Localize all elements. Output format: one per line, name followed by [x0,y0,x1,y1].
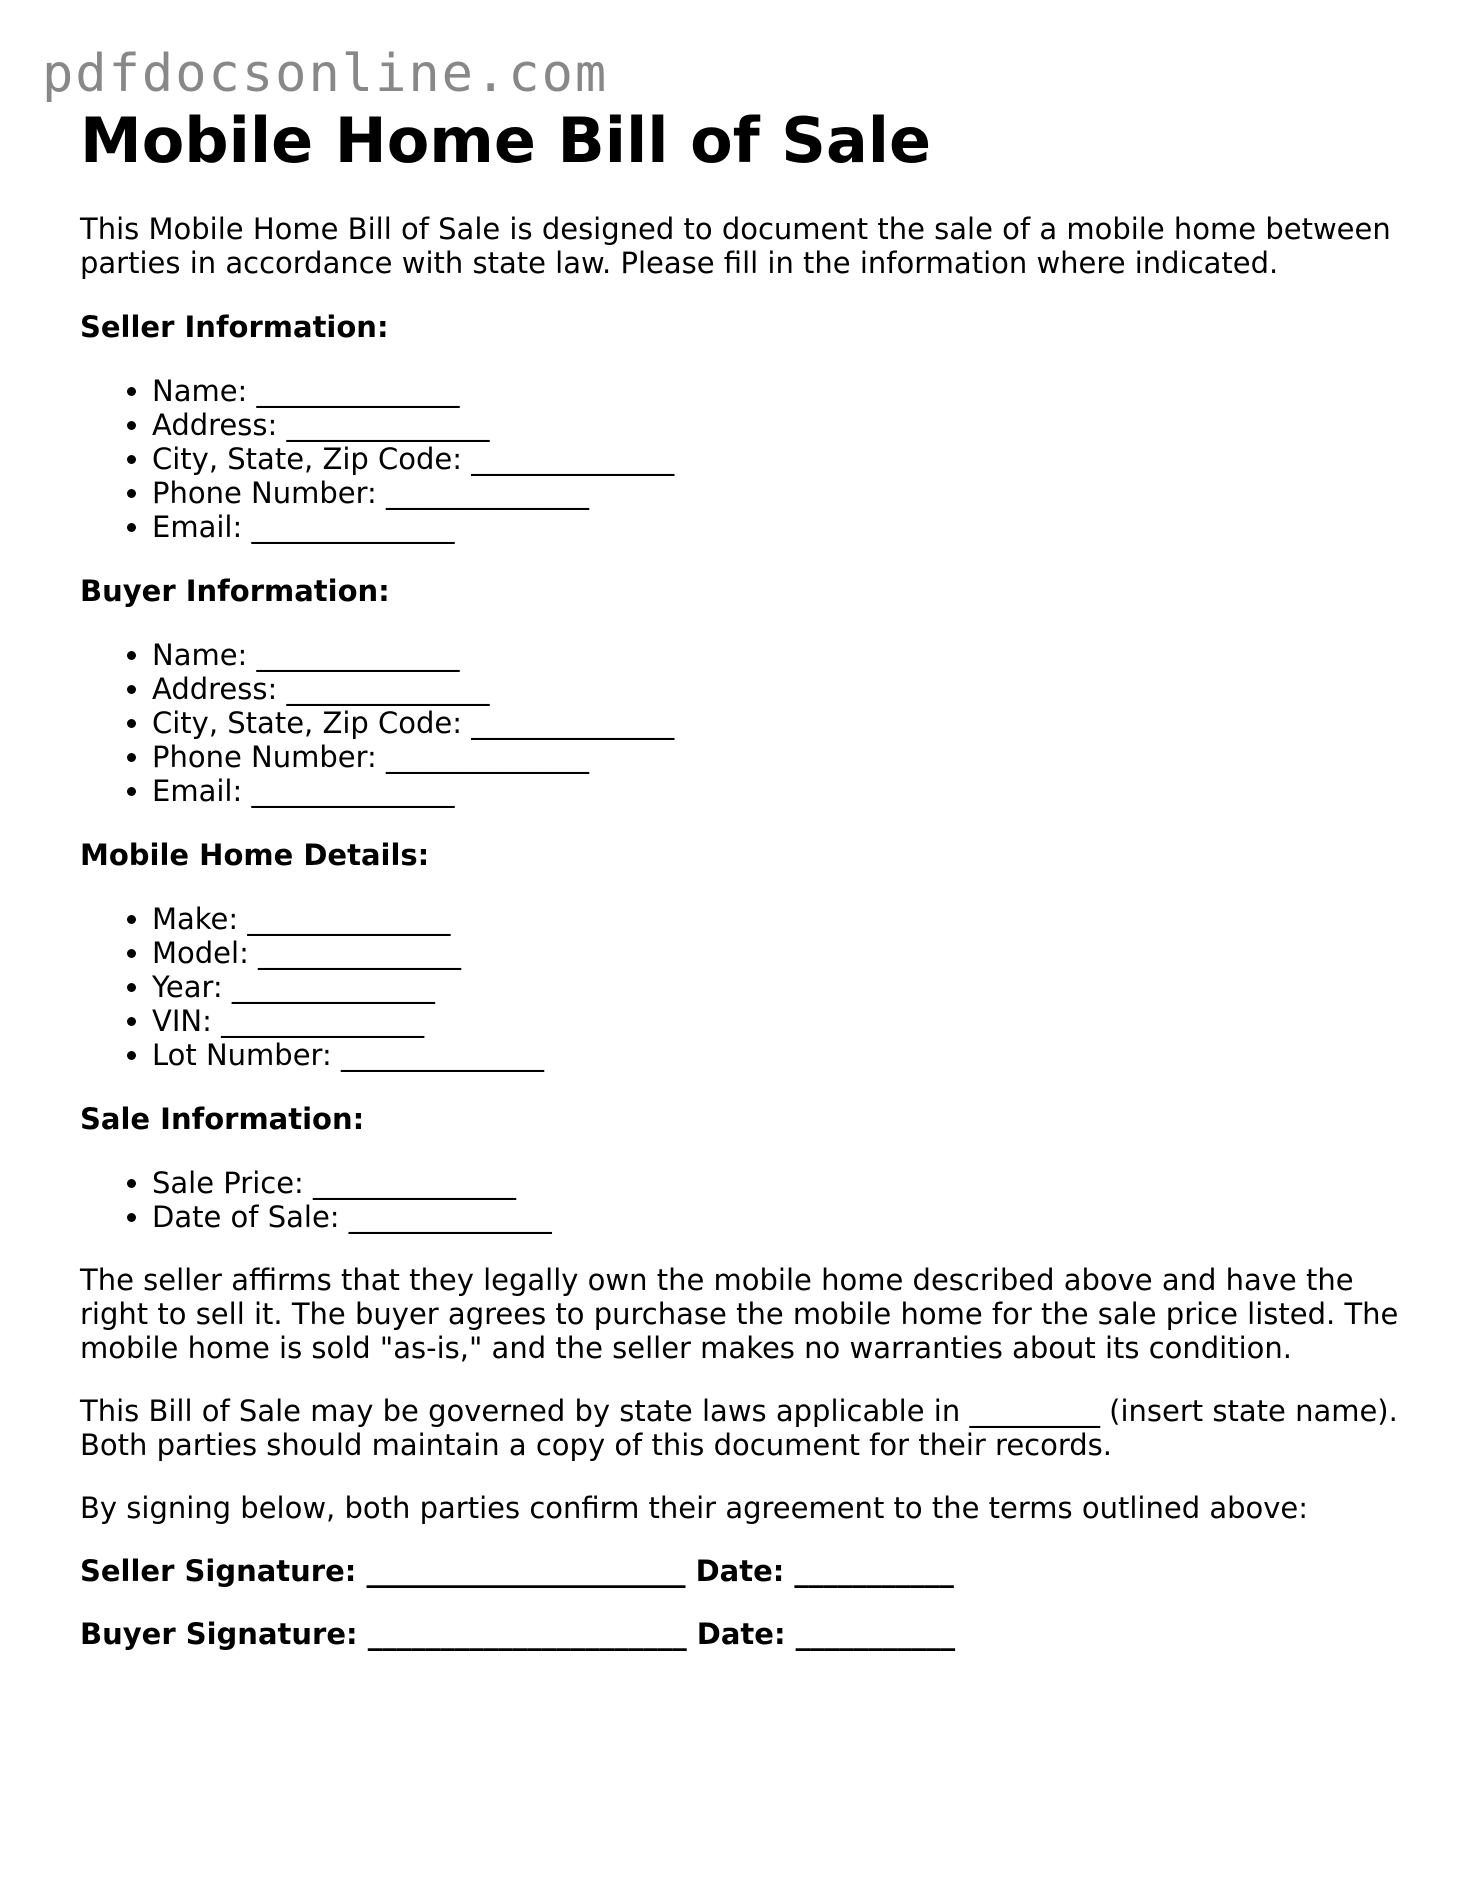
seller-city-state-zip-field: • City, State, Zip Code: ______________ [152,442,1400,476]
document-page [80,104,1400,1651]
home-make-field: • Make: ______________ [152,902,1400,936]
home-vin-field: • VIN: ______________ [152,1004,1400,1038]
buyer-email-field: • Email: ______________ [152,774,1400,808]
sale-info-heading: Sale Information: [80,1102,365,1137]
seller-info-list [80,374,1400,544]
intro-paragraph: This Mobile Home Bill of Sale is designed to document the sale of a mobile home between parties in accordance with state law. Please fill in the information where indicated. [80,212,1391,281]
home-year-field: • Year: ______________ [152,970,1400,1004]
seller-phone-field: • Phone Number: ______________ [152,476,1400,510]
page-title: Mobile Home Bill of Sale [80,104,932,177]
home-details-list [80,902,1400,1072]
buyer-name-field: • Name: ______________ [152,638,1400,672]
governing-law-paragraph: This Bill of Sale may be governed by state laws applicable in _________ (insert state name). Both parties should maintain a copy of this document for their records. [80,1394,1398,1463]
seller-section-heading: Seller Information: [80,310,389,345]
home-model-field: • Model: ______________ [152,936,1400,970]
sale-info-list [80,1166,1400,1234]
home-details-heading: Mobile Home Details: [80,838,430,873]
buyer-phone-field: • Phone Number: ______________ [152,740,1400,774]
affirmation-paragraph: The seller affirms that they legally own the mobile home described above and have the right to sell it. The buyer agrees to purchase the mobile home for the sale price listed. The mobile home is sold "as-is," and the seller makes no warranties about its condition. [80,1263,1399,1366]
agreement-paragraph: By signing below, both parties confirm their agreement to the terms outlined above: [80,1491,1309,1526]
watermark-logo: pdfdocsonline.com [42,44,609,104]
seller-address-field: • Address: ______________ [152,408,1400,442]
home-lot-number-field: • Lot Number: ______________ [152,1038,1400,1072]
buyer-city-state-zip-field: • City, State, Zip Code: ______________ [152,706,1400,740]
buyer-signature-line: Buyer Signature: ______________________ Date: ___________ [80,1617,956,1652]
seller-signature-line: Seller Signature: ______________________ Date: ___________ [80,1554,954,1589]
sale-date-field: • Date of Sale: ______________ [152,1200,1400,1234]
sale-price-field: • Sale Price: ______________ [152,1166,1400,1200]
seller-email-field: • Email: ______________ [152,510,1400,544]
seller-name-field: • Name: ______________ [152,374,1400,408]
buyer-info-list [80,638,1400,808]
buyer-section-heading: Buyer Information: [80,574,390,609]
buyer-address-field: • Address: ______________ [152,672,1400,706]
